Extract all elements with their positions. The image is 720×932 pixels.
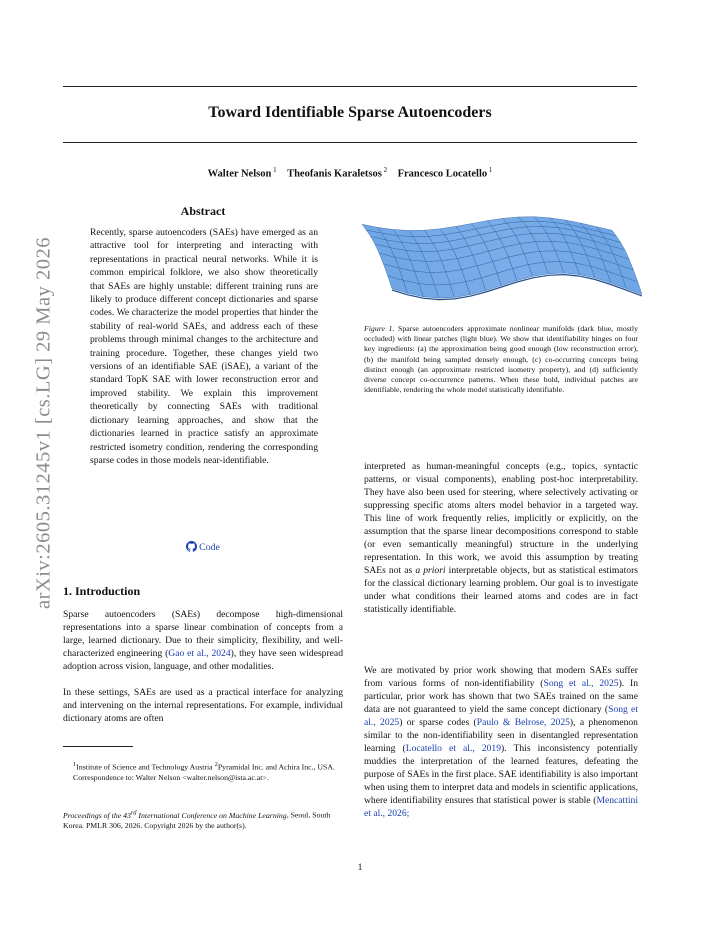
- figure-1-caption: [364, 324, 638, 395]
- affiliation-1: Institute of Science and Technology Austria: [76, 762, 213, 772]
- page-number: 1: [357, 862, 363, 873]
- author-name: Francesco Locatello: [397, 168, 488, 180]
- author-name: Theofanis Karaletsos: [287, 168, 382, 180]
- top-rule: [63, 86, 637, 87]
- figure-1-surface: [352, 203, 642, 321]
- arxiv-stamp-text: arXiv:2605.31245v1 [cs.LG] 29 May 2026: [32, 236, 55, 610]
- affiliation-footnote: $^1$Institute of Science and Technology Austria $^2$Pyramidal Inc. and Achira Inc., USA. Correspondence to: Walter Nelson <walter.nelson@ista.ac.at>.: [73, 761, 335, 782]
- github-icon: [186, 541, 197, 552]
- proceedings-note: Proceedings of the 43rd International Conference on Machine Learning, Seoul, South Korea. PMLR 306, 2026. Copyright 2026 by the author(s).: [63, 809, 331, 830]
- title-bottom-rule: [63, 142, 637, 143]
- citation-link[interactable]: Mencattini et al., 2026;: [364, 795, 638, 819]
- right-column-paragraph-1: interpreted as human-meaningful concepts (e.g., topics, syntactic patterns, or visual components), enabling post-hoc interpretability. They have also been used for steering, where selectively activating or suppressing specific atoms alters model behavior in a targeted way. This line of work frequently relies, implicitly or explicitly, on the assumption that the sparse linear decompositions correspond to stable (or even semantically meaningful) structure in the underlying representation. In this work, we avoid this assumption by treating SAEs not as a priori interpretable objects, but as statistical estimators for the classical dictionary learning problem. Our goal is to investigate under what conditions their learned atoms and codes are in fact statistically identifiable.: [364, 461, 638, 615]
- paper-title: Toward Identifiable Sparse Autoencoders: [208, 104, 492, 121]
- linear-patch-grid: [362, 217, 642, 300]
- abstract-heading: Abstract: [180, 204, 226, 218]
- citation-link[interactable]: Paulo & Belrose, 2025: [476, 717, 570, 728]
- abstract-text: Recently, sparse autoencoders (SAEs) have emerged as an attractive tool for interpreting and interacting with representations in practical neural networks. While it is common empirical folklore, we also show theoretically that SAEs are highly unstable: different training runs are likely to produce different concept dictionaries and sparse codes. We characterize the model properties that hinder the stability of real-world SAEs, and address each of these problems through minimal changes to the architecture and training procedure. Together, these changes yield two versions of an identifiable SAE (iSAE), a variant of the standard TopK SAE with lower reconstruction error and improved stability. We explain this improvement theoretically by connecting SAEs with traditional dictionary learning approaches, and show that the dictionaries learned in practice satisfy an approximate restricted isometry condition, rendering the corresponding sparse codes in those models near-identifiable.: [90, 227, 318, 466]
- citation-link[interactable]: Song et al., 2025: [543, 678, 619, 689]
- affiliation-2: Pyramidal Inc. and Achira Inc., USA. Correspondence to: Walter Nelson <walter.nelson@ista.ac.at>.: [73, 762, 335, 782]
- citation-link[interactable]: Song et al., 2025: [364, 704, 638, 728]
- citation-link[interactable]: Gao et al., 2024: [168, 648, 231, 659]
- author-list: Walter Nelson $^1$ Theofanis Karaletsos $^2$ Francesco Locatello $^1$: [207, 166, 493, 180]
- figure-label: Figure 1.: [364, 324, 395, 333]
- right-column-paragraph-2: We are motivated by prior work showing that modern SAEs suffer from various forms of non-identifiability (Song et al., 2025). In particular, prior work has shown that two SAEs trained on the same data are not guaranteed to yield the same concept dictionary (Song et al., 2025) or sparse codes (Paulo & Belrose, 2025), a phenomenon similar to the non-identifiability seen in disentangled representation learning (Locatello et al., 2019). This inconsistency potentially muddies the interpretation of the learned features, defeating the purpose of SAEs in the first place. SAE identifiability is also important when using them to interpret data and models in scientific applications, where identifiability ensures that statistical power is stable (Mencattini et al., 2026;: [364, 665, 639, 819]
- section-heading-introduction: 1. Introduction: [63, 584, 141, 598]
- code-link[interactable]: [63, 541, 343, 553]
- citation-link[interactable]: Locatello et al., 2019: [405, 743, 502, 754]
- intro-paragraph-1: Sparse autoencoders (SAEs) decompose high-dimensional representations into a sparse linear combination of concepts from a large, learned dictionary. Due to their simplicity, flexibility, and well-characterized engineering (Gao et al., 2024), they have seen widespread adoption across vision, language, and other modalities.: [63, 609, 343, 672]
- code-link-label[interactable]: Code: [199, 542, 220, 553]
- footnote-rule: [63, 746, 133, 747]
- figure-caption-text: Sparse autoencoders approximate nonlinear manifolds (dark blue, mostly occluded) with linear patches (light blue). We show that identifiability hinges on four key ingredients: (a) the approximation being good enough (low reconstruction error), (b) the manifold being sampled densely enough, (c) co-occurring concepts being distinct enough (an approximate restricted isometry property), and (d) sufficiently diverse concept co-occurrence patterns. When these hold, individual patches are identifiable, rendering the whole model statistically identifiable.: [364, 324, 638, 395]
- intro-paragraph-2: In these settings, SAEs are used as a practical interface for analyzing and intervening on the internal representations. For example, individual dictionary atoms are often: [63, 687, 343, 724]
- author-name: Walter Nelson: [207, 168, 272, 180]
